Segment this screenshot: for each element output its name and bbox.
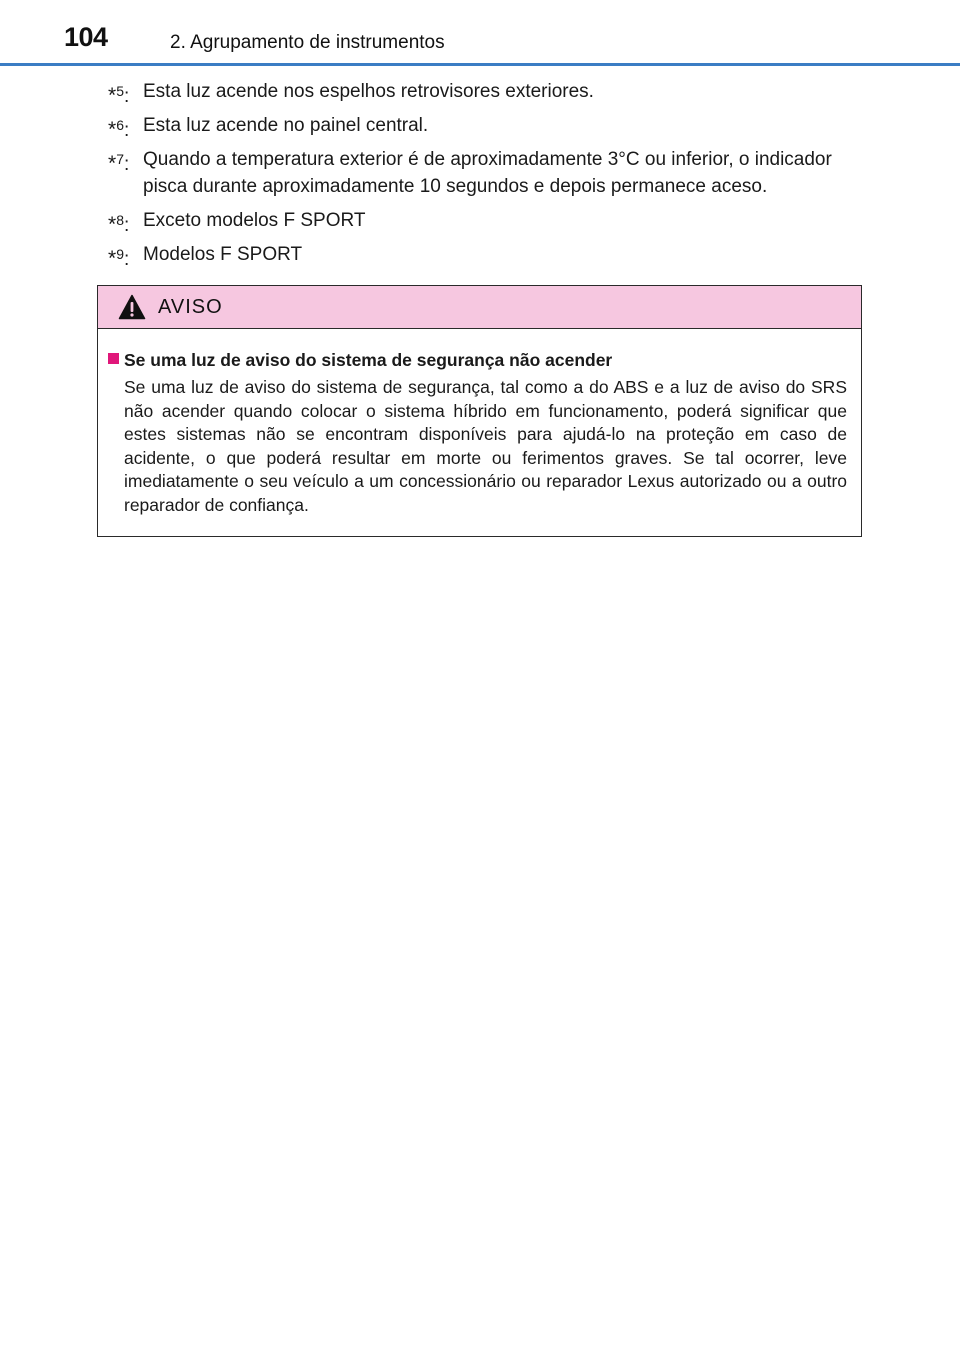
- page-number: 104: [64, 22, 108, 52]
- header-rule: [0, 63, 960, 66]
- footnote-item: [100, 207, 860, 234]
- footnote-item: [100, 112, 860, 139]
- warning-header: [98, 286, 861, 329]
- footnote-marker: *$^6$:: [108, 117, 130, 141]
- warning-text: Se uma luz de aviso do sistema de segurança, tal como a do ABS e a luz de aviso do SRS não acender quando colocar o sistema híbrido em funcionamento, poderá significar que estes sistemas não se encontram disponíveis para ajudá-lo na proteção em caso de acidente, o que poderá resultar em morte ou ferimentos graves. Se tal ocorrer, leve imediatamente o seu veículo a um concessionário ou reparador Lexus autorizado ou a outro reparador de confiança.: [124, 377, 847, 515]
- warning-body: [98, 329, 861, 517]
- warning-triangle-icon: [118, 294, 146, 320]
- warning-title: AVISO: [158, 296, 223, 318]
- footnote-marker: *$^7$:: [108, 151, 130, 175]
- warning-heading: Se uma luz de aviso do sistema de segurança não acender: [106, 347, 847, 373]
- footnote-item: [100, 241, 860, 268]
- footnote-marker: *$^5$:: [108, 83, 130, 107]
- footnote-item: [100, 146, 860, 200]
- footnote-text: Esta luz acende nos espelhos retrovisores exteriores.: [143, 81, 594, 102]
- footnote-item: [100, 78, 860, 105]
- footnote-list: [100, 78, 860, 275]
- footnote-marker: *$^9$:: [108, 246, 130, 270]
- square-bullet-icon: [108, 353, 119, 364]
- footnote-text: Quando a temperatura exterior é de aproximadamente 3°C ou inferior, o indicador pisca durante aproximadamente 10 segundos e depois permanece aceso.: [143, 149, 832, 197]
- warning-box: [97, 285, 862, 537]
- footnote-marker: *$^8$:: [108, 212, 130, 236]
- footnote-text: Esta luz acende no painel central.: [143, 115, 429, 136]
- section-title: 2. Agrupamento de instrumentos: [170, 32, 445, 53]
- page-header: [0, 0, 960, 68]
- footnote-text: Exceto modelos F SPORT: [143, 210, 366, 231]
- footnote-text: Modelos F SPORT: [143, 244, 303, 265]
